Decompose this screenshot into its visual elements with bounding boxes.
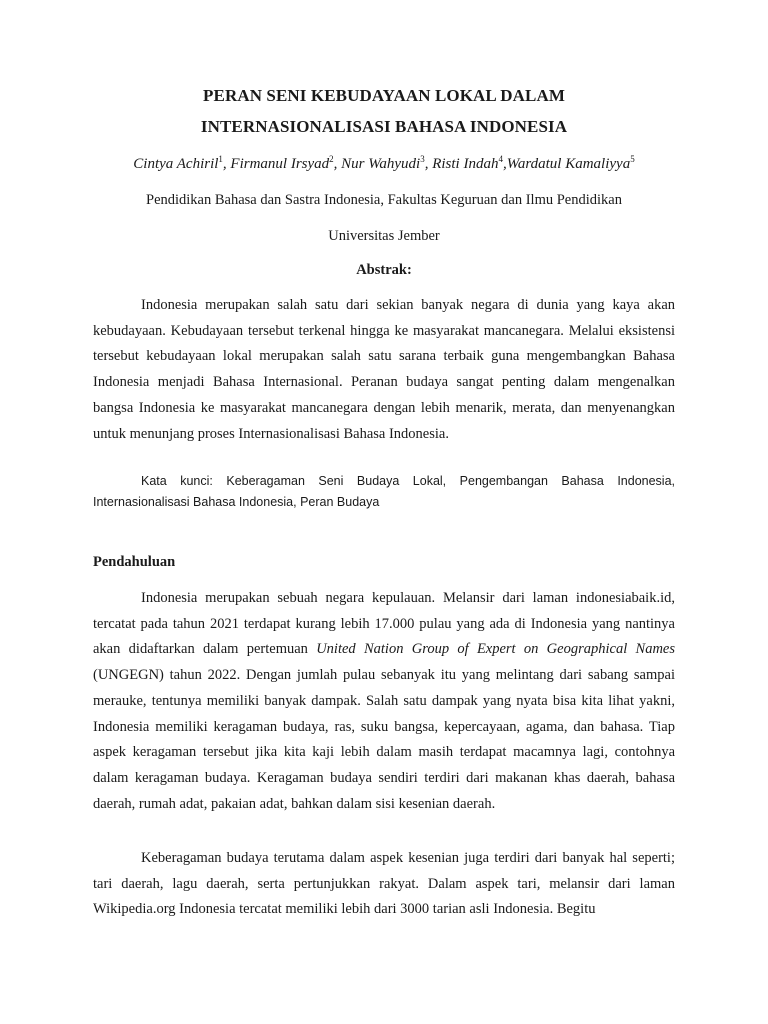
author-affiliation-mark: 4 bbox=[498, 154, 503, 164]
keywords: Kata kunci: Keberagaman Seni Budaya Lokal, Pengembangan Bahasa Indonesia, Internasionalisasi Bahasa Indonesia, Peran Budaya bbox=[93, 474, 675, 509]
abstract-body: Indonesia merupakan salah satu dari sekian banyak negara di dunia yang kaya akan kebudayaan. Kebudayaan tersebut terkenal hingga ke masyarakat mancanegara. Melalui eksistensi tersebut kebudayaan lokal merupakan salah satu sarana terbaik guna mengembangkan Bahasa Indonesia menjadi Bahasa Internasional. Peranan budaya sangat penting dalam mengenalkan bangsa Indonesia ke masyarakat mancanegara dengan lebih menarik, merata, dan menyenangkan untuk menunjang proses Internasionalisasi Bahasa Indonesia. bbox=[93, 297, 675, 442]
author-name: Wardatul Kamaliyya bbox=[506, 156, 631, 172]
abstract-heading: Abstrak: bbox=[356, 262, 412, 278]
author-name: Cintya Achiril bbox=[133, 156, 219, 172]
author-name: Nur Wahyudi bbox=[341, 156, 421, 172]
author-name: Risti Indah bbox=[432, 156, 499, 172]
author-list: Cintya Achiril$^1$, Firmanul Irsyad$^2$, Nur Wahyudi$^3$, Risti Indah$^4$,Wardatul Kamaliyya$^5$ bbox=[133, 154, 635, 172]
author-affiliation-mark: 5 bbox=[630, 154, 635, 164]
author-affiliation-mark: 1 bbox=[218, 154, 223, 164]
introduction-paragraph-2: Keberagaman budaya terutama dalam aspek kesenian juga terdiri dari banyak hal seperti; tari daerah, lagu daerah, serta pertunjukkan rakyat. Dalam aspek tari, melansir dari laman Wikipedia.org Indonesia tercatat memiliki lebih dari 3000 tarian asli Indonesia. Begitu bbox=[93, 850, 675, 918]
paper-title-line-2: INTERNASIONALISASI BAHASA INDONESIA bbox=[200, 117, 568, 136]
affiliation-university: Universitas Jember bbox=[328, 228, 440, 244]
introduction-paragraph-1 bbox=[93, 586, 675, 817]
author-affiliation-mark: 3 bbox=[420, 154, 425, 164]
paper-title-line-1: PERAN SENI KEBUDAYAAN LOKAL DALAM bbox=[203, 86, 565, 105]
italic-term: United Nation Group of Expert on Geographical Names bbox=[316, 641, 675, 658]
author-name: Firmanul Irsyad bbox=[230, 156, 330, 172]
author-affiliation-mark: 2 bbox=[329, 154, 334, 164]
paragraph-text: Indonesia merupakan sebuah negara kepulauan. Melansir dari laman indonesiabaik.id, tercatat pada tahun 2021 terdapat kurang lebih 17.000 pulau yang ada di Indonesia yang nantinya akan didaftarkan dalam pertemuan bbox=[93, 590, 675, 658]
affiliation-faculty: Pendidikan Bahasa dan Sastra Indonesia, Fakultas Keguruan dan Ilmu Pendidikan bbox=[146, 192, 622, 208]
paragraph-text: (UNGEGN) tahun 2022. Dengan jumlah pulau sebanyak itu yang melintang dari sabang sampai merauke, tentunya memiliki banyak dampak. Salah satu dampak yang nyata bisa kita lihat yakni, Indonesia memiliki keragaman budaya, ras, suku bangsa, kepercayaan, agama, dan bahasa. Tiap aspek keragaman tersebut jika kita kaji lebih dalam masih terdapat macamnya lagi, contohnya dalam keragaman budaya. Keragaman budaya sendiri terdiri dari makanan khas daerah, bahasa daerah, rumah adat, pakaian adat, bahkan dalam sisi kesenian daerah. bbox=[93, 667, 675, 812]
section-heading-introduction: Pendahuluan bbox=[93, 554, 176, 570]
